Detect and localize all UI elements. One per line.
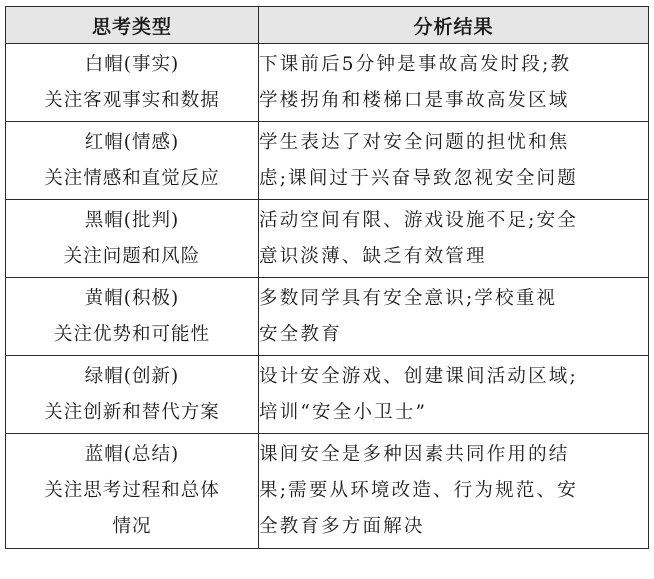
- result-line: 全教育多方面解决: [259, 516, 425, 537]
- six-thinking-hats-table: [5, 6, 649, 549]
- result-line: 虑;课间过于兴奋导致忽视安全问题: [259, 167, 578, 189]
- table-row-green-hat: [6, 356, 649, 434]
- thinking-type-cell: [6, 44, 259, 122]
- analysis-result-cell: [259, 356, 649, 434]
- result-line: 下课前后5分钟是事故高发时段;教: [259, 53, 572, 75]
- hat-focus: 情况: [112, 516, 152, 537]
- result-line: 设计安全游戏、创建课间活动区域;: [259, 365, 578, 387]
- table-row-black-hat: [6, 200, 649, 278]
- six-hats-table-container: [5, 6, 648, 573]
- thinking-type-cell: [6, 356, 259, 434]
- result-line: 果;需要从环境改造、行为规范、安: [259, 480, 578, 501]
- hat-focus: 关注思考过程和总体: [44, 480, 220, 501]
- hat-focus: 关注情感和直觉反应: [44, 167, 220, 189]
- header-analysis-result: 分析结果: [259, 7, 649, 44]
- hat-focus: 关注创新和替代方案: [44, 401, 220, 423]
- analysis-result-cell: [259, 434, 649, 549]
- result-line: 安全教育: [259, 323, 342, 345]
- result-line: 活动空间有限、游戏设施不足;安全: [259, 209, 578, 231]
- result-line: 培训“安全小卫士”: [259, 401, 428, 423]
- thinking-type-cell: [6, 434, 259, 549]
- hat-name: 蓝帽(总结): [84, 444, 180, 465]
- analysis-result-cell: [259, 44, 649, 122]
- hat-focus: 关注问题和风险: [63, 245, 201, 267]
- result-line: 意识淡薄、缺乏有效管理: [259, 245, 487, 267]
- hat-name: 绿帽(创新): [84, 365, 180, 387]
- thinking-type-cell: [6, 122, 259, 200]
- result-line: 学生表达了对安全问题的担忧和焦: [259, 131, 570, 153]
- hat-focus: 关注优势和可能性: [53, 323, 210, 345]
- header-thinking-type: 思考类型: [6, 7, 259, 44]
- analysis-result-cell: [259, 278, 649, 356]
- table-header-row: [6, 7, 649, 44]
- hat-name: 红帽(情感): [84, 131, 180, 153]
- result-line: 多数同学具有安全意识;学校重视: [259, 287, 558, 309]
- analysis-result-cell: [259, 200, 649, 278]
- hat-focus: 关注客观事实和数据: [44, 89, 220, 111]
- thinking-type-cell: [6, 278, 259, 356]
- hat-name: 黄帽(积极): [84, 287, 180, 309]
- result-line: 学楼拐角和楼梯口是事故高发区域: [259, 89, 570, 111]
- table-row-blue-hat: [6, 434, 649, 549]
- table-row-yellow-hat: [6, 278, 649, 356]
- table-row-red-hat: [6, 122, 649, 200]
- hat-name: 白帽(事实): [84, 53, 180, 75]
- thinking-type-cell: [6, 200, 259, 278]
- analysis-result-cell: [259, 122, 649, 200]
- result-line: 课间安全是多种因素共同作用的结: [259, 444, 570, 465]
- hat-name: 黑帽(批判): [84, 209, 180, 231]
- table-row-white-hat: [6, 44, 649, 122]
